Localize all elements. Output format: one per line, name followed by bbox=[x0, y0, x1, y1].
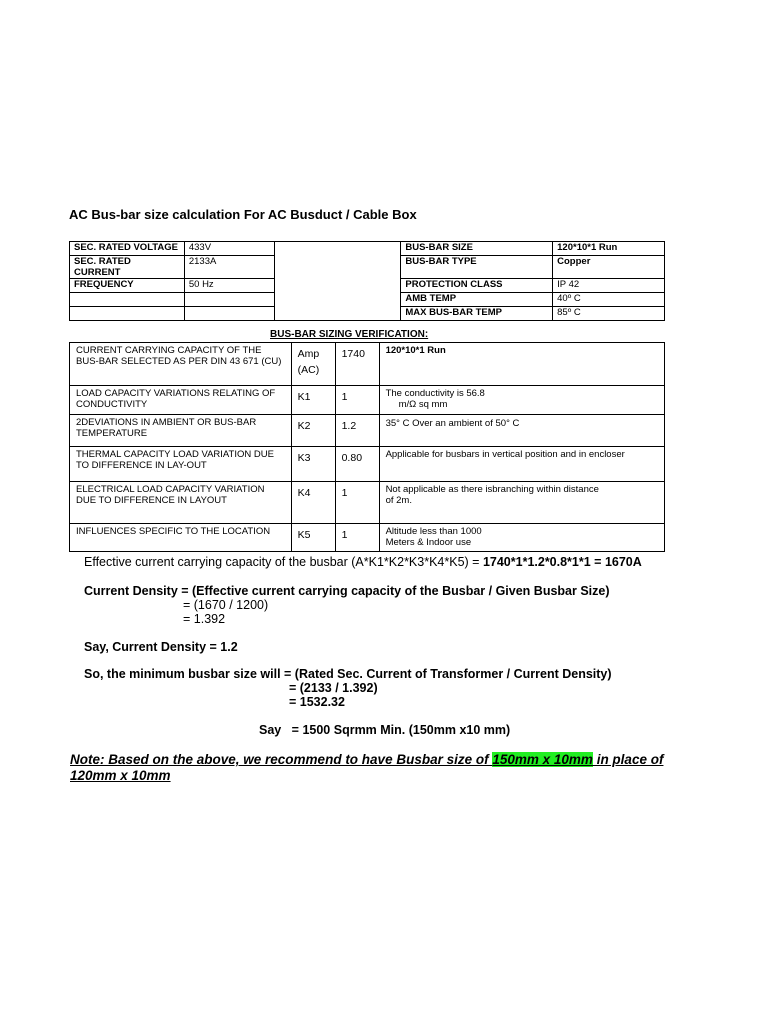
say-busbar-size bbox=[259, 723, 510, 738]
factor-value: 1 bbox=[335, 386, 379, 415]
effective-capacity-result: 1740*1*1.2*0.8*1*1 = 1670A bbox=[482, 555, 642, 569]
note-suffix: in place of 120mm x 10mm bbox=[70, 752, 664, 783]
recommendation-note bbox=[70, 752, 710, 784]
factor-remark-line: Not applicable as there isbranching within distance bbox=[385, 484, 599, 495]
factor-remark bbox=[379, 386, 664, 415]
spec-label: SEC. RATED VOLTAGE bbox=[70, 242, 185, 256]
factor-remark-line: The conductivity is 56.8 bbox=[385, 388, 485, 399]
factor-description: ELECTRICAL LOAD CAPACITY VARIATION DUE TO DIFFERENCE IN LAYOUT bbox=[70, 482, 292, 524]
spec-label: MAX BUS-BAR TEMP bbox=[401, 307, 553, 321]
current-density-step: = (1670 / 1200) bbox=[183, 598, 269, 612]
min-busbar-formula: So, the minimum busbar size will = (Rated Sec. Current of Transformer / Current Density) bbox=[84, 667, 612, 681]
factor-description: 2DEVIATIONS IN AMBIENT OR BUS-BAR TEMPERATURE bbox=[70, 415, 292, 447]
say-label: Say bbox=[259, 723, 282, 737]
factor-value: 1 bbox=[335, 482, 379, 524]
factor-value: 1 bbox=[335, 524, 379, 552]
spec-value: 120*10*1 Run bbox=[553, 242, 665, 256]
min-busbar-step: = (2133 / 1.392) bbox=[289, 681, 378, 695]
effective-capacity-line bbox=[84, 555, 642, 570]
factor-remark-line: of 2m. bbox=[385, 495, 412, 506]
factor-remark-line: Altitude less than 1000 bbox=[385, 526, 482, 537]
say-current-density: Say, Current Density = 1.2 bbox=[84, 640, 238, 654]
current-density-result: = 1.392 bbox=[183, 612, 226, 626]
factor-value: 1.2 bbox=[335, 415, 379, 447]
spec-empty bbox=[184, 293, 274, 307]
factor-code: K4 bbox=[291, 482, 335, 524]
spec-label: AMB TEMP bbox=[401, 293, 553, 307]
factor-code: K3 bbox=[291, 447, 335, 482]
note-highlight: 150mm x 10mm bbox=[492, 752, 593, 767]
factor-value: 1740 bbox=[335, 343, 379, 386]
spec-spacer bbox=[274, 242, 401, 321]
note-prefix: Note: Based on the above, we recommend to have Busbar size of bbox=[70, 752, 493, 767]
spec-value: 40º C bbox=[553, 293, 665, 307]
document-title: AC Bus-bar size calculation For AC Busduct / Cable Box bbox=[69, 207, 417, 222]
factor-remark bbox=[379, 524, 664, 552]
spec-value: IP 42 bbox=[553, 279, 665, 293]
factor-remark bbox=[379, 482, 664, 524]
factor-description: INFLUENCES SPECIFIC TO THE LOCATION bbox=[70, 524, 292, 552]
spec-value: 433V bbox=[184, 242, 274, 256]
factor-remark: 120*10*1 Run bbox=[379, 343, 664, 386]
spec-label: PROTECTION CLASS bbox=[401, 279, 553, 293]
factor-description: THERMAL CAPACITY LOAD VARIATION DUE TO DIFFERENCE IN LAY-OUT bbox=[70, 447, 292, 482]
factor-value: 0.80 bbox=[335, 447, 379, 482]
factor-remark: Applicable for busbars in vertical position and in encloser bbox=[379, 447, 664, 482]
current-density-formula: Current Density = (Effective current carrying capacity of the Busbar / Given Busbar Size) bbox=[84, 584, 610, 598]
factor-remark-line: Meters & Indoor use bbox=[385, 537, 472, 548]
spec-value: 50 Hz bbox=[184, 279, 274, 293]
spec-table bbox=[69, 241, 665, 321]
spec-label: BUS-BAR SIZE bbox=[401, 242, 553, 256]
spec-value: Copper bbox=[553, 256, 665, 279]
spec-empty bbox=[70, 293, 185, 307]
factor-description: CURRENT CARRYING CAPACITY OF THE BUS-BAR SELECTED AS PER DIN 43 671 (CU) bbox=[70, 343, 292, 386]
spec-value: 2133A bbox=[184, 256, 274, 279]
spec-label: SEC. RATED CURRENT bbox=[70, 256, 185, 279]
verification-title: BUS-BAR SIZING VERIFICATION: bbox=[270, 329, 429, 340]
min-busbar-result: = 1532.32 bbox=[289, 695, 345, 709]
effective-capacity-label: Effective current carrying capacity of the busbar (A*K1*K2*K3*K4*K5) = bbox=[84, 555, 483, 569]
factor-description: LOAD CAPACITY VARIATIONS RELATING OF CONDUCTIVITY bbox=[70, 386, 292, 415]
spec-label: BUS-BAR TYPE bbox=[401, 256, 553, 279]
say-value: = 1500 Sqrmm Min. (150mm x10 mm) bbox=[291, 723, 511, 737]
factor-remark-unit: m/Ω sq mm bbox=[398, 399, 448, 410]
factor-code: Amp (AC) bbox=[291, 343, 335, 386]
spec-label: FREQUENCY bbox=[70, 279, 185, 293]
verification-table bbox=[69, 342, 665, 552]
spec-empty bbox=[70, 307, 185, 321]
spec-empty bbox=[184, 307, 274, 321]
factor-code: K1 bbox=[291, 386, 335, 415]
factor-code: K5 bbox=[291, 524, 335, 552]
factor-code: K2 bbox=[291, 415, 335, 447]
factor-remark: 35° C Over an ambient of 50° C bbox=[379, 415, 664, 447]
spec-value: 85º C bbox=[553, 307, 665, 321]
